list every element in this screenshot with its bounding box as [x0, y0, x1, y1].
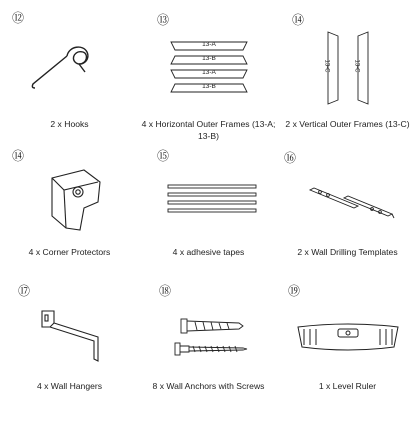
corner-protector-icon [44, 168, 104, 232]
part-caption: 2 x Vertical Outer Frames (13-C) [285, 119, 410, 129]
wall-hanger-icon [36, 309, 102, 363]
part-number: ⑲ [288, 284, 301, 298]
frame-label: 13-A [202, 41, 216, 48]
level-ruler-icon [296, 321, 400, 355]
part-caption: 4 x Horizontal Outer Frames (13-A; 13-B) [141, 119, 276, 141]
hook-icon [25, 38, 105, 93]
part-number: ⑱ [159, 284, 172, 298]
adhesive-tape-icon [167, 184, 257, 214]
part-caption: 4 x adhesive tapes [172, 247, 245, 257]
part-level-ruler [278, 265, 417, 395]
part-caption: 2 x Wall Drilling Templates [297, 247, 398, 257]
part-wall-anchors [139, 265, 278, 395]
part-wall-hangers [0, 265, 139, 395]
frame-label: 13-B [202, 83, 216, 90]
part-number: ⑬ [157, 13, 170, 27]
part-caption: 8 x Wall Anchors with Screws [152, 381, 265, 391]
part-number: ⑯ [284, 151, 297, 165]
part-adhesive-tapes [139, 140, 278, 265]
part-caption: 4 x Corner Protectors [28, 247, 111, 257]
part-caption: 4 x Wall Hangers [36, 381, 103, 391]
part-hooks [0, 0, 139, 140]
part-caption: 1 x Level Ruler [318, 381, 377, 391]
frame-label: 13-B [202, 55, 216, 62]
part-vertical-frames [278, 0, 417, 140]
frame-label: 13-C [323, 59, 330, 73]
frame-label: 13-A [202, 69, 216, 76]
frame-label: 13-C [353, 59, 360, 73]
part-number: ⑭ [12, 149, 25, 163]
part-number: ⑫ [12, 11, 25, 25]
part-corner-protectors [0, 140, 139, 265]
part-horizontal-frames [139, 0, 278, 140]
part-number: ⑰ [18, 284, 31, 298]
vertical-frame-icon [326, 30, 372, 106]
drilling-template-icon [308, 184, 394, 222]
part-drilling-templates [278, 140, 417, 265]
part-number: ⑭ [292, 13, 305, 27]
anchor-screw-icon [169, 313, 255, 361]
part-caption: 2 x Hooks [50, 119, 89, 129]
part-number: ⑮ [157, 149, 170, 163]
